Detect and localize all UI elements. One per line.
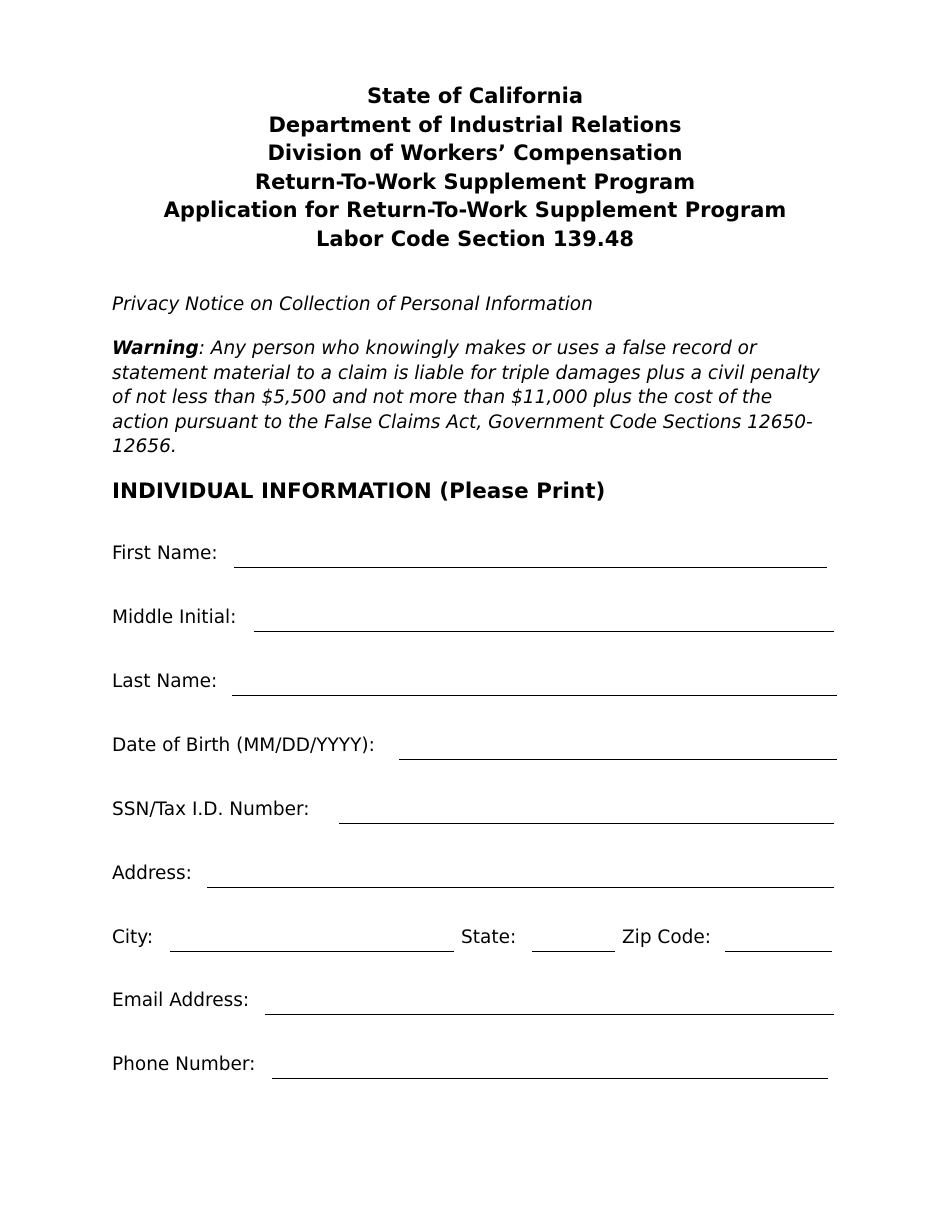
header-application-title: Application for Return-To-Work Supplement Program [163,198,787,223]
header-department: Department of Industrial Relations [268,112,682,137]
state-input-line[interactable] [532,951,615,952]
phone-label: Phone Number: [112,1054,256,1075]
header-state: State of California [366,84,584,108]
date-of-birth-input-line[interactable] [399,759,837,760]
email-row [112,990,837,1018]
header-program: Return-To-Work Supplement Program [254,169,696,194]
last-name-row [112,671,840,699]
warning-label: Warning [112,338,199,359]
ssn-row [112,799,837,827]
warning-line-4: action pursuant to the False Claims Act, Government Code Sections 12650- [112,411,813,433]
email-input-line[interactable] [265,1014,834,1015]
warning-line-5: 12656. [112,436,177,458]
phone-input-line[interactable] [272,1078,828,1079]
address-input-line[interactable] [207,887,834,888]
first-name-row [112,543,832,571]
warning-line-1 [112,337,842,362]
address-label: Address: [112,863,192,884]
phone-row [112,1054,832,1082]
warning-text-1: : Any person who knowingly makes or uses a false record or [198,338,757,359]
address-row [112,863,837,891]
city-state-zip-row [112,927,837,955]
warning-line-3: of not less than $5,500 and not more than $11,000 plus the cost of the [112,387,773,409]
zip-code-label: Zip Code: [622,927,712,948]
city-input-line[interactable] [170,951,454,952]
ssn-input-line[interactable] [339,823,834,824]
first-name-input-line[interactable] [234,567,827,568]
date-of-birth-label: Date of Birth (MM/DD/YYYY): [112,735,375,756]
date-of-birth-row [112,735,840,763]
middle-initial-row [112,607,837,635]
warning-paragraph [112,337,842,460]
zip-code-input-line[interactable] [725,951,832,952]
city-label: City: [112,927,154,948]
privacy-notice: Privacy Notice on Collection of Personal Information [112,294,593,315]
warning-line-2: statement material to a claim is liable for triple damages plus a civil penalty [112,362,820,384]
first-name-label: First Name: [112,543,218,564]
form-header [0,82,950,254]
last-name-input-line[interactable] [232,695,837,696]
last-name-label: Last Name: [112,671,218,692]
ssn-label: SSN/Tax I.D. Number: [112,799,310,820]
section-title-individual-information: INDIVIDUAL INFORMATION (Please Print) [112,479,606,504]
header-labor-code: Labor Code Section 139.48 [316,226,634,251]
middle-initial-label: Middle Initial: [112,607,237,628]
middle-initial-input-line[interactable] [254,631,834,632]
state-label: State: [461,927,517,948]
header-division: Division of Workers’ Compensation [267,141,683,166]
email-label: Email Address: [112,990,250,1011]
